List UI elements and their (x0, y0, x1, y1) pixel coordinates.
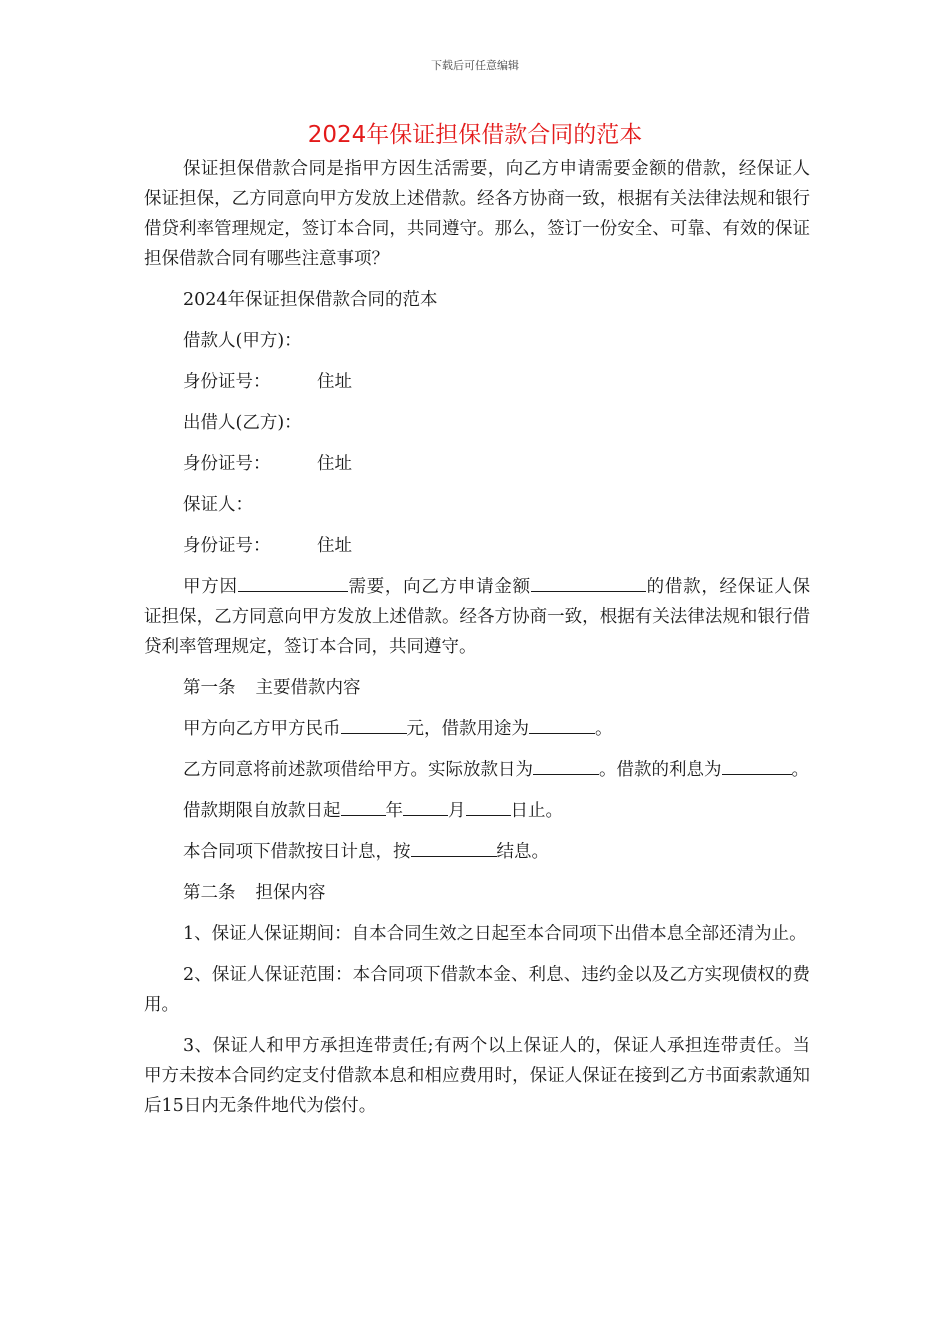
preamble-text-1: 甲方因 (183, 577, 238, 597)
article-1-title: 主要借款内容 (255, 678, 361, 698)
interest-blank[interactable] (722, 756, 792, 775)
a1-text-5: 。借款的利息为 (599, 760, 722, 780)
contract-subtitle: 2024年保证担保借款合同的范本 (183, 290, 438, 310)
borrower-address-label: 住址 (317, 372, 352, 392)
lender-label: 出借人(乙方)： (183, 413, 302, 433)
preamble-text-3: 的借款，经保证人保证担保，乙方同意向甲方发放上述借款。经各方协商一致，根据有关法律法规和银行借贷利率管理规定，签订本合同，共同遵守。 (144, 577, 811, 657)
year-blank[interactable] (341, 797, 386, 816)
guarantor-id-label: 身份证号： (183, 536, 271, 556)
article-1-line-4 (144, 837, 810, 867)
a1-text-4: 乙方同意将前述款项借给甲方。实际放款日为 (183, 760, 533, 780)
a1-text-6: 。 (791, 760, 809, 780)
article-2-item-2: 2、保证人保证范围：本合同项下借款本金、利息、违约金以及乙方实现债权的费用。 (144, 965, 810, 1015)
intro-paragraph: 保证担保借款合同是指甲方因生活需要，向乙方申请需要金额的借款，经保证人保证担保，乙方同意向甲方发放上述借款。经各方协商一致，根据有关法律法规和银行借贷利率管理规定，签订本合同，共同遵守。那么，签订一份安全、可靠、有效的保证担保借款合同有哪些注意事项？ (144, 159, 810, 269)
lender-address-label: 住址 (317, 454, 352, 474)
article-1-heading (144, 673, 810, 703)
a1-text-2: 元，借款用途为 (406, 719, 529, 739)
article-2-item-1: 1、保证人保证期间：自本合同生效之日起至本合同项下出借本息全部还清为止。 (183, 924, 807, 944)
a1-text-12: 结息。 (496, 842, 549, 862)
document-title: 2024年保证担保借款合同的范本 (307, 122, 643, 148)
preamble-text-2: 需要，向乙方申请金额 (347, 577, 531, 597)
document-body (144, 154, 810, 1121)
lender-id-row (144, 449, 810, 479)
reason-blank[interactable] (238, 573, 348, 592)
borrower-id-row (144, 367, 810, 397)
release-date-blank[interactable] (533, 756, 599, 775)
article-2-item-3: 3、保证人和甲方承担连带责任;有两个以上保证人的，保证人承担连带责任。当甲方未按本合同约定支付借款本息和相应费用时，保证人保证在接到乙方书面索款通知后15日内无条件地代为偿付。 (144, 1036, 810, 1116)
borrower-label: 借款人(甲方)： (183, 331, 302, 351)
lender-id-label: 身份证号： (183, 454, 271, 474)
month-blank[interactable] (403, 797, 448, 816)
guarantor-label: 保证人： (183, 495, 253, 515)
page-header: 下载后可任意编辑 (431, 59, 519, 72)
article-1-line-1 (144, 714, 810, 744)
guarantor-id-row (144, 531, 810, 561)
article-2-number: 第二条 (183, 883, 236, 903)
a1-text-3: 。 (595, 719, 613, 739)
a1-text-9: 月 (448, 801, 466, 821)
a1-text-11: 本合同项下借款按日计息，按 (183, 842, 411, 862)
borrower-id-label: 身份证号： (183, 372, 271, 392)
article-1-line-3 (144, 796, 810, 826)
loan-purpose-blank[interactable] (529, 715, 595, 734)
article-2-title: 担保内容 (255, 883, 326, 903)
preamble-paragraph (144, 572, 810, 662)
amount-blank[interactable] (531, 573, 646, 592)
a1-text-10: 日止。 (510, 801, 563, 821)
article-2-heading (144, 878, 810, 908)
settlement-blank[interactable] (411, 838, 497, 857)
a1-text-1: 甲方向乙方甲方民币 (183, 719, 341, 739)
article-1-number: 第一条 (183, 678, 236, 698)
currency-amount-blank[interactable] (341, 715, 407, 734)
a1-text-7: 借款期限自放款日起 (183, 801, 341, 821)
day-blank[interactable] (466, 797, 511, 816)
article-1-line-2 (144, 755, 810, 785)
guarantor-address-label: 住址 (317, 536, 352, 556)
a1-text-8: 年 (385, 801, 403, 821)
